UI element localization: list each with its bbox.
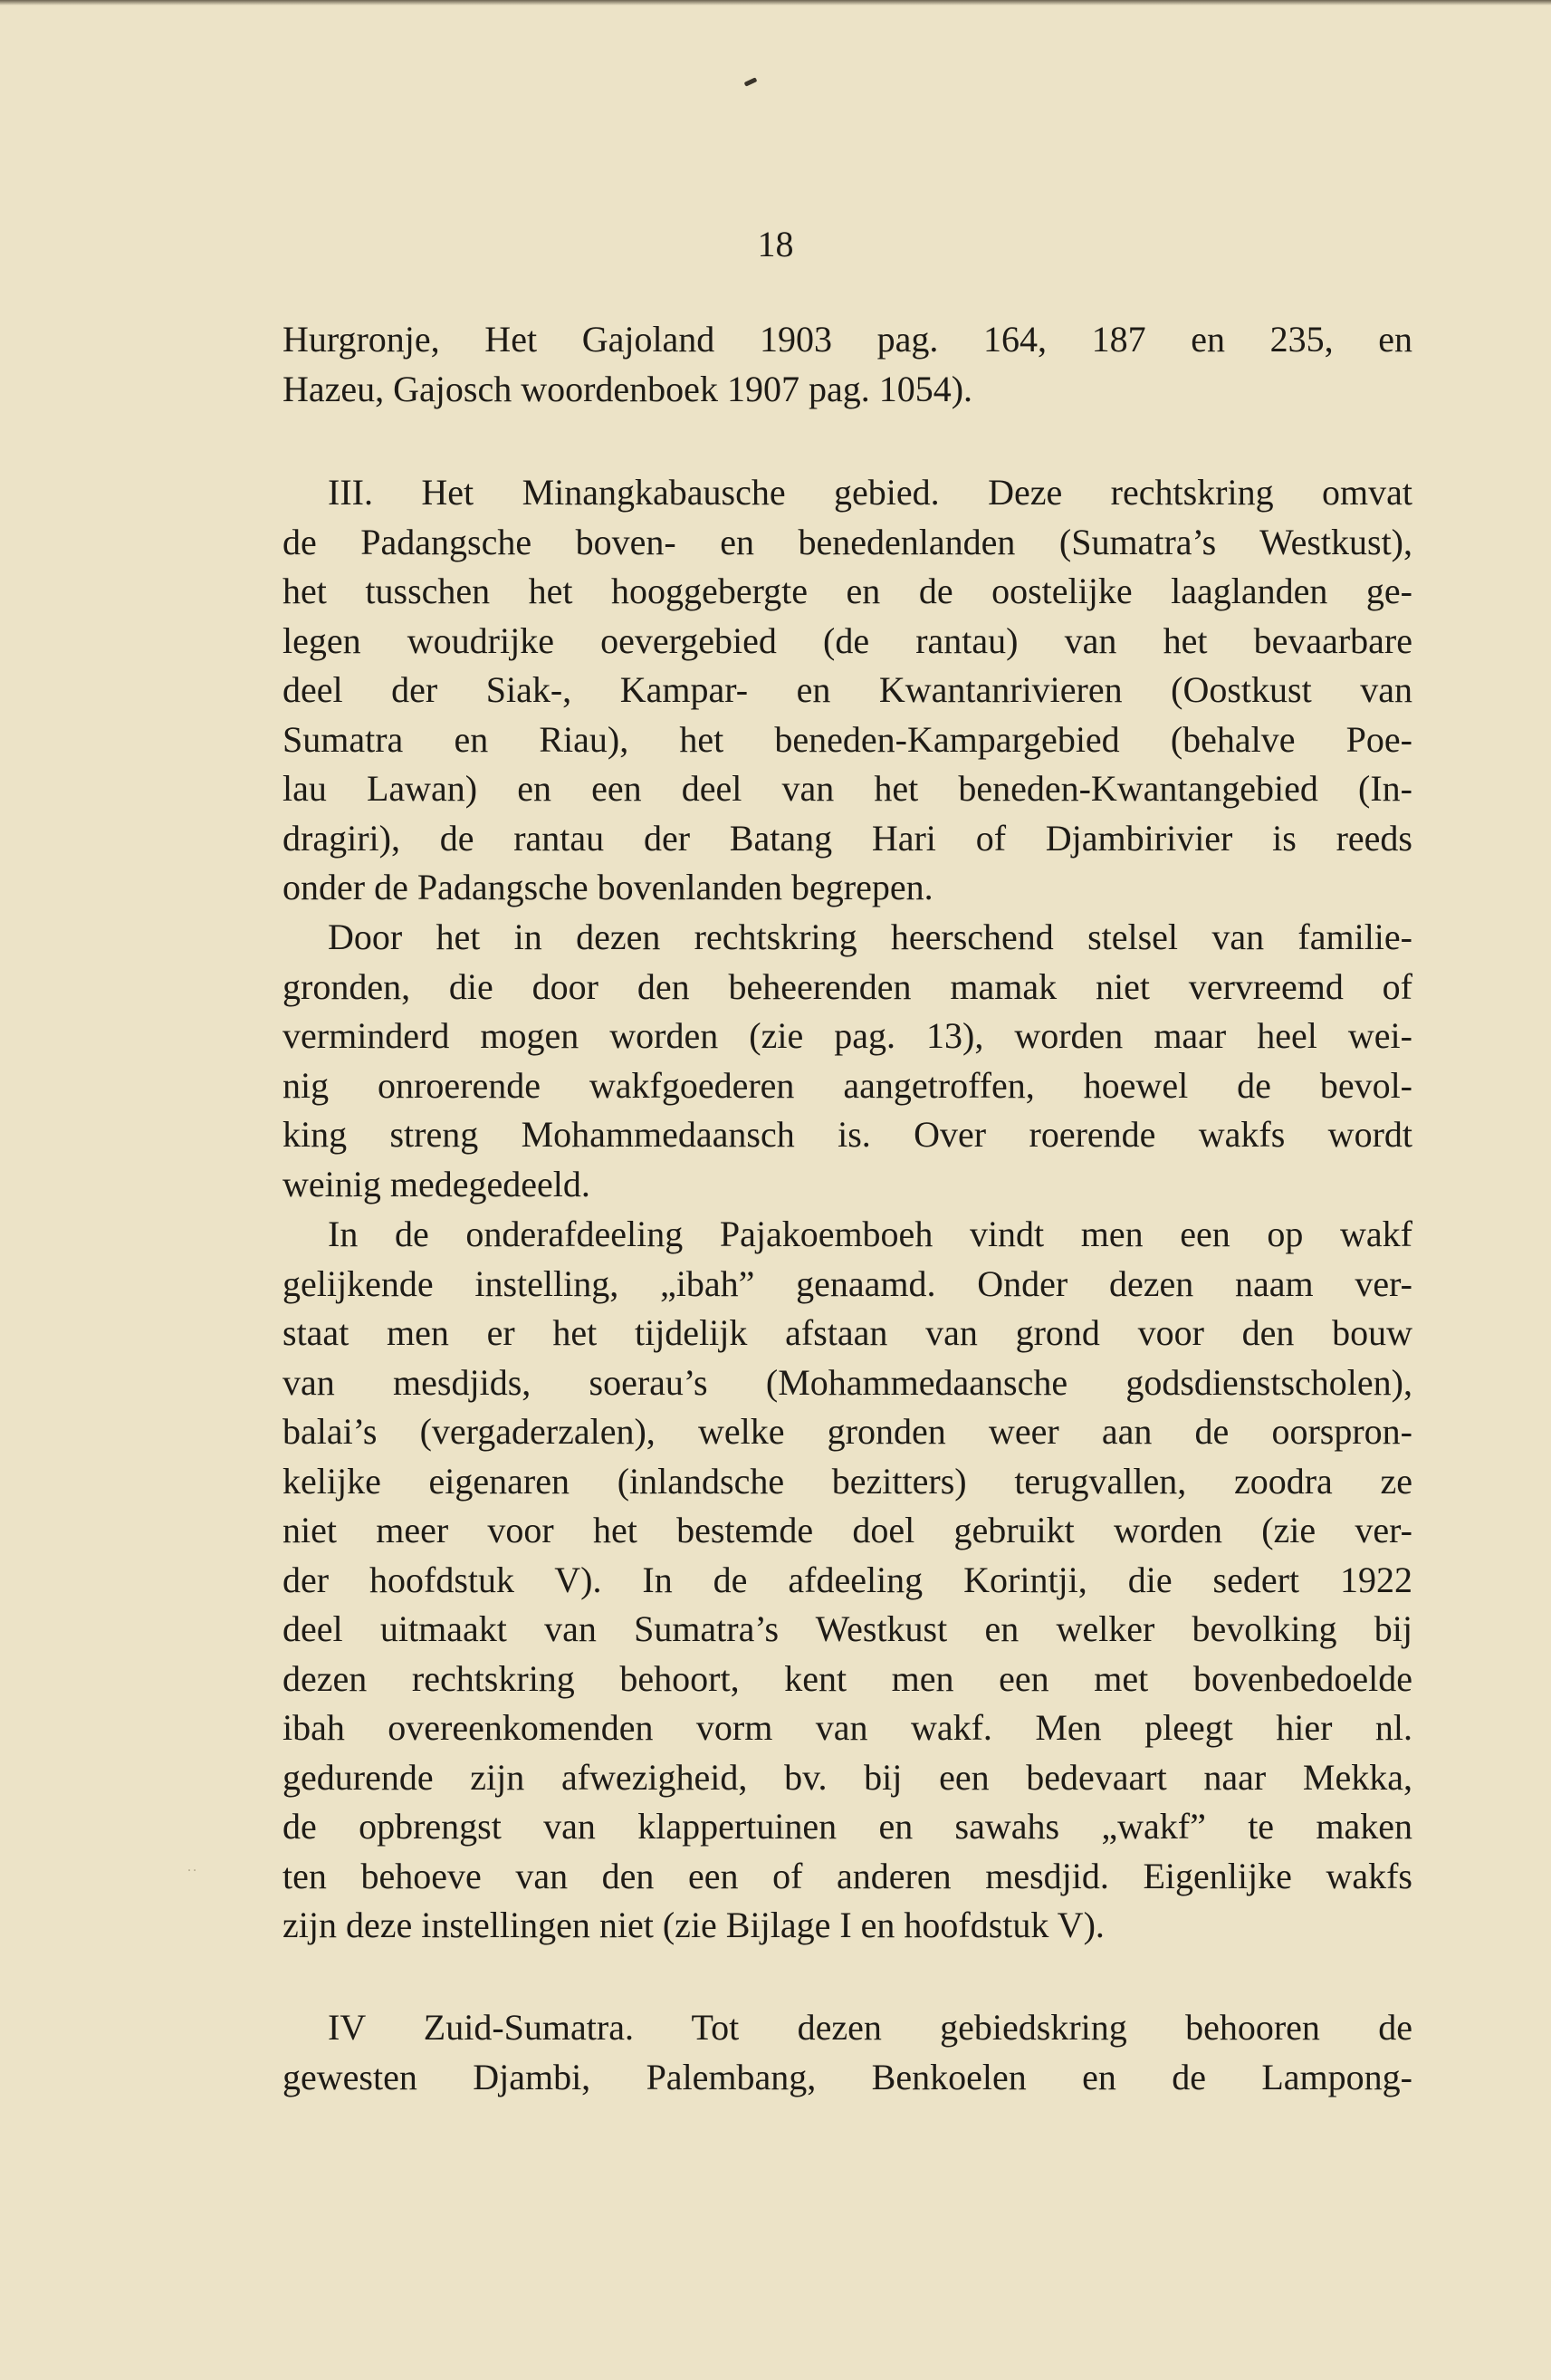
text-line: Hazeu, Gajosch woordenboek 1907 pag. 1054). [282, 368, 973, 409]
text-line: Door het in dezen rechtskring heerschend stelsel van familie- [328, 916, 1412, 957]
text-line: deel der Siak-, Kampar- en Kwantanrivieren (Oostkust van [282, 669, 1412, 710]
text-line: ten behoeve van den een of anderen mesdjid. Eigenlijke wakfs [282, 1855, 1412, 1896]
text-line: het tusschen het hooggebergte en de oostelijke laaglanden ge- [282, 571, 1412, 611]
text-line: dragiri), de rantau der Batang Hari of Djambirivier is reeds [282, 817, 1412, 859]
text-line: balai’s (vergaderzalen), welke gronden weer aan de oorspron- [282, 1411, 1412, 1452]
text-line: dezen rechtskring behoort, kent men een met bovenbedoelde [282, 1657, 1412, 1699]
text-line: Hurgronje, Het Gajoland 1903 pag. 164, 187 en 235, en [282, 319, 1412, 360]
text-line: gronden, die door den beheerenden mamak niet vervreemd of [282, 965, 1412, 1007]
text-line: der hoofdstuk V). In de afdeeling Korintji, die sedert 1922 [282, 1559, 1412, 1600]
text-line: van mesdjids, soerau’s (Mohammedaansche godsdienstscholen), [282, 1361, 1412, 1403]
text-line: verminderd mogen worden (zie pag. 13), worden maar heel wei- [282, 1015, 1412, 1056]
text-line: III. Het Minangkabausche gebied. Deze rechtskring omvat [328, 472, 1412, 513]
text-line: weinig medegedeeld. [282, 1163, 590, 1204]
text-line: nig onroerende wakfgoederen aangetroffen, hoewel de bevol- [282, 1064, 1412, 1106]
paragraph-minangkabau [282, 468, 1412, 913]
paragraph-reference-continuation [282, 315, 1412, 414]
ink-mark [744, 77, 758, 86]
text-line: ibah overeenkomenden vorm van wakf. Men pleegt hier nl. [282, 1707, 1412, 1748]
text-line: In de onderafdeeling Pajakoemboeh vindt men een op wakf [328, 1214, 1412, 1254]
text-line: de opbrengst van klappertuinen en sawahs „wakf” te maken [282, 1806, 1412, 1847]
text-line: king streng Mohammedaansch is. Over roerende wakfs wordt [282, 1114, 1412, 1155]
text-line: lau Lawan) en een deel van het beneden-Kwantangebied (In- [282, 768, 1412, 809]
paragraph-pajakoemboeh [282, 1210, 1412, 1951]
text-line: Sumatra en Riau), het beneden-Kampargebied (behalve Poe- [282, 718, 1412, 760]
page-top-edge [0, 0, 1551, 5]
text-line: zijn deze instellingen niet (zie Bijlage I en hoofdstuk V). [282, 1905, 1105, 1945]
margin-mark: ˙˙ [187, 1866, 197, 1884]
text-line: niet meer voor het bestemde doel gebruikt worden (zie ver- [282, 1510, 1412, 1550]
text-line: onder de Padangsche bovenlanden begrepen. [282, 867, 933, 907]
text-line: deel uitmaakt van Sumatra’s Westkust en welker bevolking bij [282, 1608, 1412, 1649]
paragraph-zuid-sumatra [282, 2003, 1412, 2102]
text-line: de Padangsche boven- en benedenlanden (Sumatra’s Westkust), [282, 521, 1412, 562]
text-line: legen woudrijke oevergebied (de rantau) van het bevaarbare [282, 619, 1412, 661]
page-number: 18 [757, 224, 794, 264]
text-line: gelijkende instelling, „ibah” genaamd. Onder dezen naam ver- [282, 1262, 1412, 1304]
text-line: kelijke eigenaren (inlandsche bezitters) terugvallen, zoodra ze [282, 1460, 1412, 1502]
text-line: gedurende zijn afwezigheid, bv. bij een bedevaart naar Mekka, [282, 1756, 1412, 1798]
paragraph-familiegronden [282, 913, 1412, 1209]
text-line: IV Zuid-Sumatra. Tot dezen gebiedskring behooren de [328, 2007, 1412, 2048]
text-line: staat men er het tijdelijk afstaan van grond voor den bouw [282, 1312, 1412, 1353]
text-line: gewesten Djambi, Palembang, Benkoelen en de Lampong- [282, 2056, 1412, 2097]
